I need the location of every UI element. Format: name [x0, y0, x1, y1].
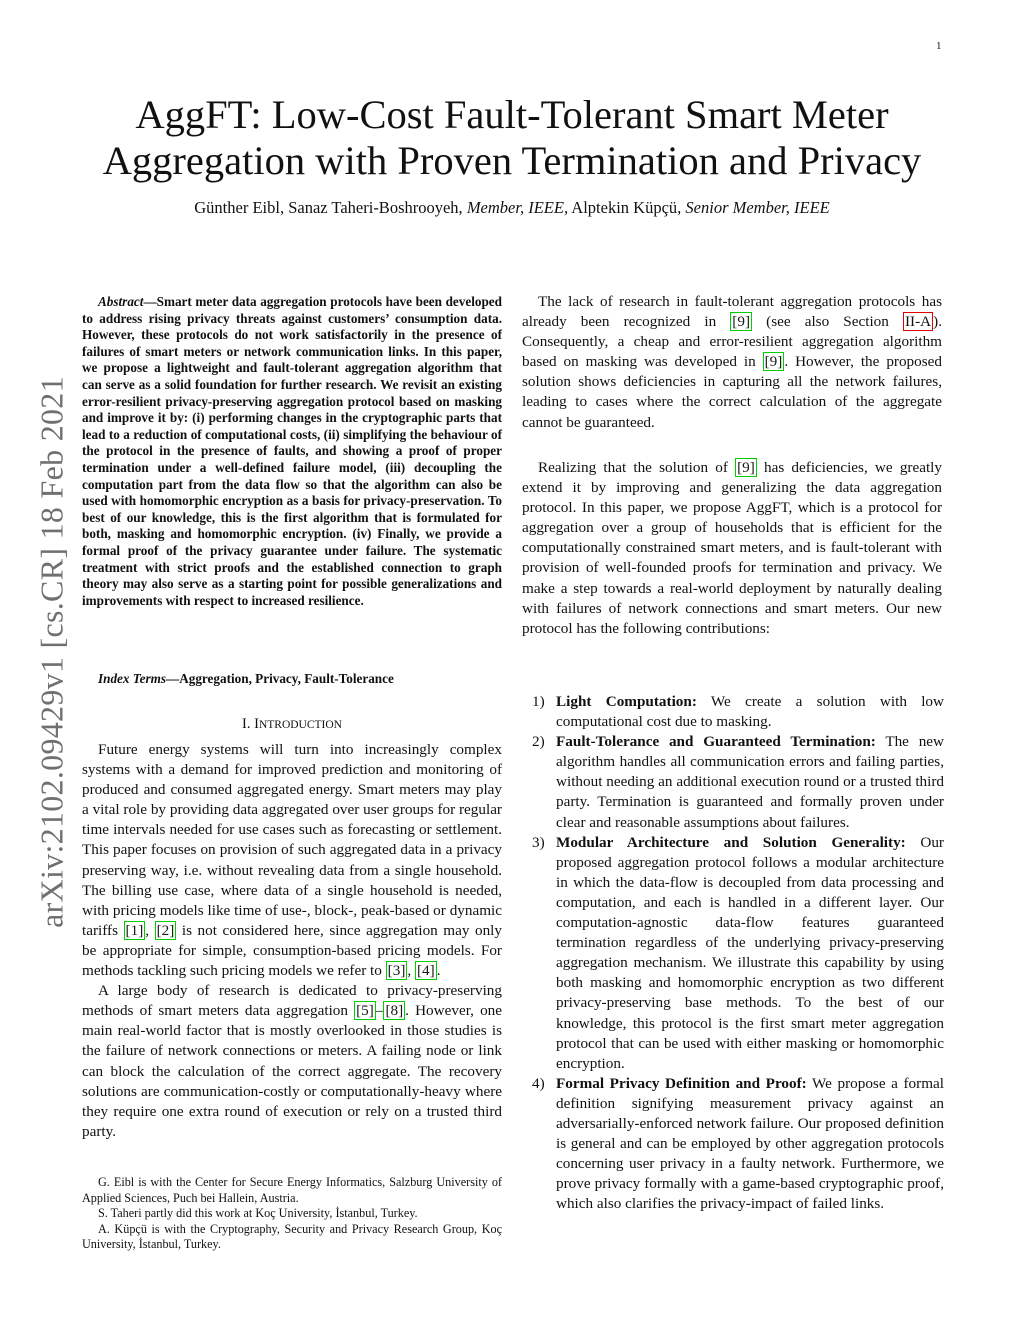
- citation-link[interactable]: [3]: [387, 962, 406, 980]
- title-line-2: Aggregation with Proven Termination and Privacy: [102, 138, 922, 183]
- list-item: 2) Fault-Tolerance and Guaranteed Termination: The new algorithm handles all communication errors and failing parties, without needing an additional execution round or a trusted third party. Termination is guaranteed and formally proven under clear and reasonable assumptions about failures.: [532, 733, 944, 831]
- contribution-heading: Modular Architecture and Solution Generality:: [556, 833, 906, 851]
- citation-link[interactable]: [9]: [764, 353, 783, 371]
- citation-link[interactable]: [4]: [416, 962, 435, 980]
- abstract: [82, 294, 502, 609]
- contribution-heading: Formal Privacy Definition and Proof:: [556, 1074, 807, 1092]
- introduction-body: [82, 740, 502, 1142]
- section-ref-link[interactable]: II-A: [905, 313, 932, 331]
- title-line-1: AggFT: Low-Cost Fault-Tolerant Smart Meter: [135, 92, 889, 137]
- citation-link[interactable]: [9]: [737, 459, 755, 476]
- index-terms-label: Index Terms: [98, 671, 167, 686]
- citation-link[interactable]: [5]: [356, 1002, 374, 1020]
- citation-link[interactable]: [9]: [732, 313, 751, 331]
- right-paragraph-1: The lack of research in fault-tolerant aggregation protocols has already been recognized in [9] (see also Section II-A ). Consequently, a cheap and error-resilient aggregation algorithm based on masking was developed in [9] . However, the proposed solution shows deficiencies in capturing all the network failures, leading to cases where the correct calculation of the aggregate cannot be guaranteed.: [522, 293, 942, 431]
- footnote-1: G. Eibl is with the Center for Secure Energy Informatics, Salzburg University of Applied Sciences, Puch bei Hallein, Austria.: [82, 1175, 502, 1205]
- abstract-label: Abstract: [98, 294, 144, 309]
- footnote-2: S. Taheri partly did this work at Koç University, İstanbul, Turkey.: [98, 1206, 418, 1221]
- author-role-2: Senior Member, IEEE: [685, 198, 830, 217]
- right-paragraph-2: Realizing that the solution of [9] has deficiencies, we greatly extend it by improving and generalizing the data aggregation protocol. In this paper, we propose AggFT, which is a protocol for aggregation over a group of households that is efficient for the computationally constrained smart meters, and is fault-tolerant with provision of well-founded proofs for termination and privacy. We make a step towards a real-world deployment by naturally dealing with failures of network connections and smart meters. Our new protocol has the following contributions:: [522, 459, 942, 637]
- citation-link[interactable]: [8]: [385, 1002, 404, 1020]
- abstract-text: —Smart meter data aggregation protocols have been developed to address rising privacy threats against customers’ consumption data. However, these protocols do not work satisfactorily in the presence of failures of smart meters or network communication links. In this paper, we propose a lightweight and fault-tolerant aggregation algorithm that can serve as a solid foundation for further research. We revisit an existing error-resilient privacy-preserving aggregation protocol based on masking and improve it by: (i) performing changes in the cryptographic parts that lead to a reduction of computational costs, (ii) simplifying the behaviour of the protocol in the presence of faults, and showing a proof of proper termination under a well-defined failure model, (iii) decoupling the computation part from the data flow so that the algorithm can also be used with homomorphic encryption as a basis for privacy-preservation. To best of our knowledge, this is the first algorithm that is formulated for both, masking and homomorphic encryption. (iv) Finally, we provide a formal proof of the privacy guarantee under failure. The systematic treatment with strict proofs and the established connection to graph theory may also serve as a starting point for possible generalizations and improvements with respect to increased resilience.: [82, 294, 502, 608]
- authors-part-1: Günther Eibl, Sanaz Taheri-Boshrooyeh,: [194, 198, 463, 217]
- footnote-3: A. Küpçü is with the Cryptography, Security and Privacy Research Group, Koç University, İstanbul, Turkey.: [82, 1221, 502, 1252]
- contributions-list: [522, 692, 944, 1214]
- authors-part-2: Alptekin Küpçü,: [571, 198, 682, 217]
- intro-paragraph-1: Future energy systems will turn into increasingly complex systems with a demand for improved prediction and monitoring of produced and consumed aggregated energy. Smart meters may play a vital role by providing data aggregated over user groups for regular time intervals needed for use cases such as forecasting or settlement. This paper focuses on provision of such aggregated data in a privacy preserving way, i.e. without revealing data from a single household. The billing use case, where data of a single household is needed, with pricing models like time of use-, block-, peak-based or dynamic tariffs [1] , [2] is not considered here, since aggregation may only be appropriate for simple, consumption-based pricing models. For methods tackling such pricing models we refer to [3] , [4] .: [82, 741, 502, 980]
- list-item: 1) Light Computation: We create a solution with low computational cost due to masking.: [532, 693, 944, 731]
- list-item: 3) Modular Architecture and Solution Generality: Our proposed aggregation protocol follows a modular architecture in which the data-flow is decoupled from data processing and computation, and each is handled in a different layer. Our computation-agnostic data-flow features guaranteed termination regardless of the underlying privacy-preserving aggregation mechanism. We illustrate this capability by using both masking and homomorphic encryption as two different privacy-preserving base methods. To the best of our knowledge, this protocol is the first smart meter aggregation protocol that can be used with either masking or homomorphic encryption.: [532, 833, 944, 1072]
- paper-title: [80, 92, 944, 184]
- citation-link[interactable]: [2]: [156, 921, 175, 939]
- arxiv-stamp[interactable]: arXiv:2102.09429v1 [cs.CR] 18 Feb 2021: [33, 376, 70, 928]
- index-terms: [82, 671, 502, 688]
- author-role-1: Member, IEEE,: [466, 198, 569, 217]
- index-terms-text: —Aggregation, Privacy, Fault-Tolerance: [166, 671, 394, 686]
- contribution-heading: Light Computation:: [556, 693, 697, 710]
- page-number: 1: [936, 40, 942, 52]
- citation-link[interactable]: [1]: [125, 921, 144, 939]
- section-heading-introduction: I. INTRODUCTION: [242, 716, 342, 732]
- footnotes: [82, 1175, 502, 1253]
- intro-paragraph-2: A large body of research is dedicated to privacy-preserving methods of smart meters data aggregation [5] – [8] . However, one main real-world factor that is mostly overlooked in those studies is the failure of network connections or meters. A failing node or link can block the calculation of the correct aggregate. The recovery solutions are communication-costly or computationally-heavy where they require one extra round of execution or rely on a trusted third party.: [82, 982, 502, 1140]
- list-item: 4) Formal Privacy Definition and Proof: We propose a formal definition signifying measurement privacy against an adversarially-enforced network failure. Our proposed definition is general and can be employed by other aggregation protocols concerning user privacy in a faulty network. Furthermore, we prove privacy formally with a game-based cryptographic proof, which also clarifies the privacy-impact of failed links.: [532, 1074, 944, 1213]
- author-list: [80, 198, 944, 218]
- contribution-heading: Fault-Tolerance and Guaranteed Termination:: [556, 733, 876, 751]
